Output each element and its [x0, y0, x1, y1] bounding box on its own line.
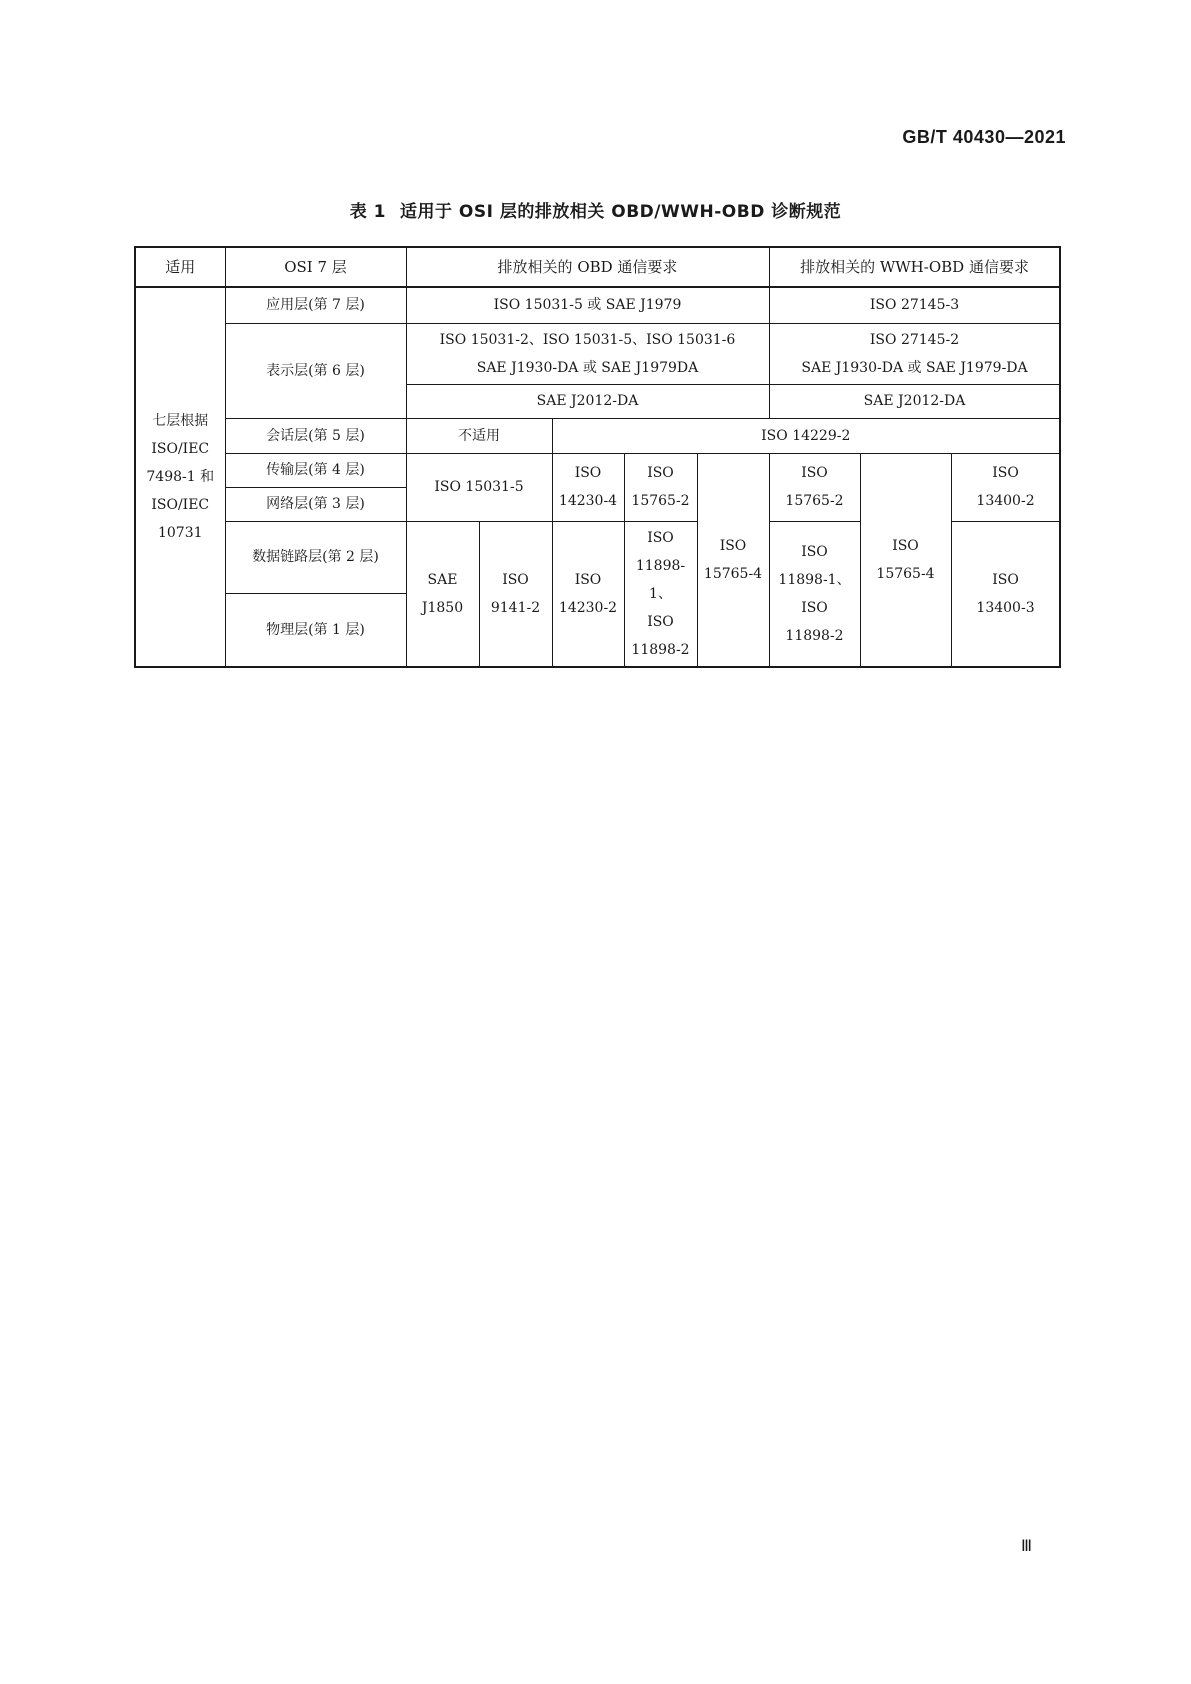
table-row: [135, 453, 1060, 487]
applicable-cell: [135, 287, 225, 667]
l6-wwh-line: SAE J1930-DA 或 SAE J1979-DA: [801, 359, 1028, 376]
table-caption: [0, 197, 1191, 222]
wwh-15765-4: [860, 453, 951, 667]
cell-line: ISO: [992, 571, 1019, 588]
layer-3-label: 网络层(第 3 层): [225, 487, 406, 521]
layer-1-label: 物理层(第 1 层): [225, 594, 406, 667]
cell-line: ISO: [801, 465, 828, 481]
header-row: [135, 247, 1060, 287]
l6-wwh-j2012: SAE J2012-DA: [769, 384, 1060, 418]
cell-line: ISO: [992, 465, 1019, 481]
cell-line: ISO: [647, 613, 674, 630]
page-number: Ⅲ: [1020, 1538, 1032, 1555]
l6-obd-j2012: SAE J2012-DA: [406, 384, 769, 418]
cell-line: ISO: [647, 529, 674, 546]
l43-obd-15031: ISO 15031-5: [406, 453, 552, 521]
cell-line: 13400-2: [976, 493, 1035, 509]
l43-obd-15765-2: [624, 453, 697, 521]
l6-obd-line: ISO 15031-2、ISO 15031-5、ISO 15031-6: [439, 331, 736, 348]
cell-line: 15765-4: [876, 565, 935, 582]
l43-obd-14230-4: [552, 453, 624, 521]
header-applicable: 适用: [135, 247, 225, 287]
l6-obd-line: SAE J1930-DA 或 SAE J1979DA: [476, 359, 699, 376]
l6-wwh: [769, 323, 1060, 384]
table-row: [135, 287, 1060, 323]
layer-2-label: 数据链路层(第 2 层): [225, 521, 406, 594]
l43-wwh-13400-2: [951, 453, 1060, 521]
header-wwh-obd: 排放相关的 WWH-OBD 通信要求: [769, 247, 1060, 287]
cell-line: 11898-2: [631, 641, 690, 658]
l21-iso-14230-2: [552, 521, 624, 667]
layer-6-label: 表示层(第 6 层): [225, 323, 406, 418]
applicable-line: 七层根据: [152, 412, 209, 429]
header-obd: 排放相关的 OBD 通信要求: [406, 247, 769, 287]
cell-line: ISO: [574, 571, 602, 588]
l6-wwh-line: ISO 27145-2: [869, 331, 960, 348]
l21-wwh-11898: [769, 521, 860, 667]
cell-line: 11898-1、: [778, 571, 851, 588]
applicable-line: 7498-1 和: [146, 468, 215, 485]
osi-diagnostic-table: [134, 246, 1061, 668]
layer-7-label: 应用层(第 7 层): [225, 287, 406, 323]
cell-line: 9141-2: [490, 599, 541, 616]
cell-line: ISO: [502, 571, 529, 588]
header-osi-layer: OSI 7 层: [225, 247, 406, 287]
l43-wwh-15765-2: [769, 453, 860, 521]
cell-line: 11898-2: [785, 627, 844, 644]
cell-line: SAE: [427, 571, 458, 588]
l6-obd: [406, 323, 769, 384]
standard-number: GB/T 40430—2021: [902, 127, 1066, 147]
obd-15765-4: [697, 453, 769, 667]
cell-line: ISO: [892, 537, 919, 554]
cell-line: 15765-2: [631, 493, 690, 509]
applicable-line: 10731: [157, 524, 203, 541]
applicable-line: ISO/IEC: [151, 496, 210, 513]
table-caption-label: 表 1: [349, 202, 386, 222]
cell-line: 15765-4: [703, 565, 763, 582]
cell-line: J1850: [421, 599, 464, 616]
cell-line: 15765-2: [785, 493, 844, 509]
cell-line: 14230-2: [558, 599, 618, 616]
l21-wwh-13400-3: [951, 521, 1060, 667]
cell-line: 13400-3: [976, 599, 1035, 616]
l21-sae-j1850: [406, 521, 479, 667]
l5-obd-na: 不适用: [406, 418, 552, 453]
table-row: [135, 323, 1060, 384]
cell-line: ISO: [801, 543, 828, 560]
l21-iso-9141: [479, 521, 552, 667]
applicable-line: ISO/IEC: [151, 440, 210, 457]
cell-line: ISO: [719, 537, 747, 554]
l5-common: ISO 14229-2: [552, 418, 1060, 453]
cell-line: 14230-4: [558, 493, 618, 509]
layer-5-label: 会话层(第 5 层): [225, 418, 406, 453]
cell-line: ISO: [574, 465, 602, 481]
table-caption-title: 适用于 OSI 层的排放相关 OBD/WWH-OBD 诊断规范: [400, 202, 842, 222]
l7-wwh: ISO 27145-3: [769, 287, 1060, 323]
layer-4-label: 传输层(第 4 层): [225, 453, 406, 487]
cell-line: 11898-1、: [635, 557, 686, 602]
table-row: [135, 418, 1060, 453]
cell-line: ISO: [647, 465, 674, 481]
l21-obd-11898: [624, 521, 697, 667]
cell-line: ISO: [801, 599, 828, 616]
l7-obd: ISO 15031-5 或 SAE J1979: [406, 287, 769, 323]
